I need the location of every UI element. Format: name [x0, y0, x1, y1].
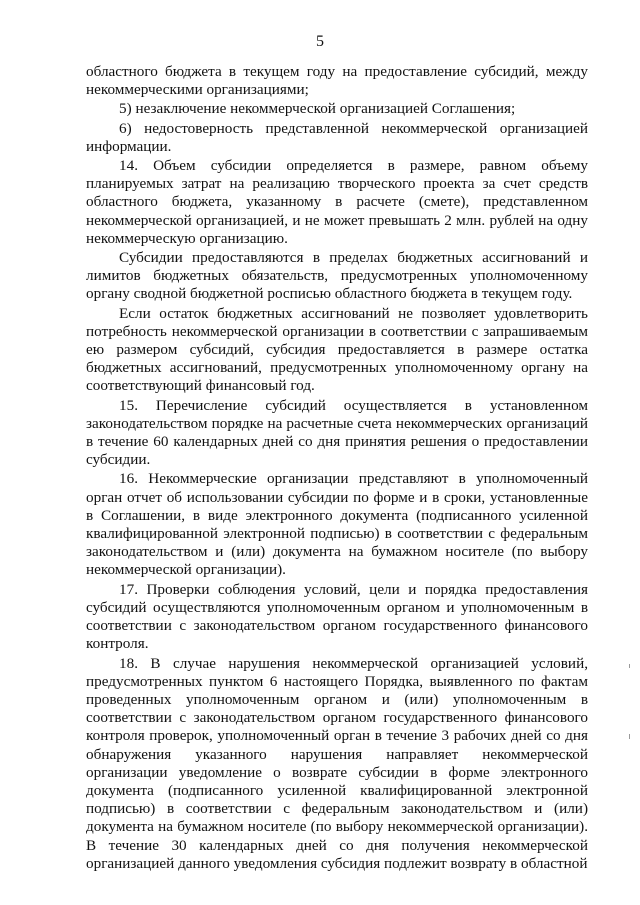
- paragraph-section-16: 16. Некоммерческие организации представляют в уполномоченный орган отчет об использовании субсидии по форме и в сроки, установленные в Соглашении, в виде электронного документа (подписанного усиленной квалифицированной электронной подписью) в соответствии с федеральным законодательством и (или) документа на бумажном носителе (по выбору некоммерческой организации).: [86, 470, 588, 579]
- paragraph-budget-continuation: областного бюджета в текущем году на предоставление субсидий, между некоммерческими организациями;: [86, 63, 588, 99]
- scan-artifact-mark: [629, 734, 630, 739]
- paragraph-item-5: 5) незаключение некоммерческой организацией Соглашения;: [119, 100, 516, 118]
- scan-artifact-mark: [629, 664, 630, 668]
- paragraph-section-17: 17. Проверки соблюдения условий, цели и порядка предоставления субсидий осуществляются уполномоченным органом и уполномоченным в соответствии с законодательством органом государственного финансового контроля.: [86, 580, 588, 653]
- paragraph-item-6: 6) недостоверность представленной некоммерческой организацией информации.: [86, 119, 588, 155]
- paragraph-section-14: 14. Объем субсидии определяется в размере, равном объему планируемых затрат на реализацию творческого проекта за счет средств областного бюджета, указанному в расчете (смете), представленном некоммерческой организацией, и не может превышать 2 млн. рублей на одну некоммерческую организацию.: [86, 157, 588, 247]
- paragraph-budget-remainder: Если остаток бюджетных ассигнований не позволяет удовлетворить потребность некоммерческой организации в соответствии с запрашиваемым ею размером субсидий, субсидия предоставляется в размере остатка бюджетных ассигнований, предусмотренных уполномоченному органу на соответствующий финансовый год.: [86, 304, 588, 395]
- paragraph-budget-limits: Субсидии предоставляются в пределах бюджетных ассигнований и лимитов бюджетных обязательств, предусмотренных уполномоченному органу сводной бюджетной росписью областного бюджета в текущем году.: [86, 249, 588, 303]
- paragraph-section-18: 18. В случае нарушения некоммерческой организацией условий, предусмотренных пунктом 6 настоящего Порядка, выявленного по фактам проведенных уполномоченным органом и (или) уполномоченным в соответствии с законодательством органом государственного финансового контроля проверок, уполномоченный орган в течение 3 рабочих дней со дня обнаружения указанного нарушения направляет некоммерческой организации уведомление о возврате субсидии в форме электронного документа (подписанного усиленной квалифицированной электронной подписью) в соответствии с федеральным законодательством и (или) документа на бумажном носителе (по выбору некоммерческой организации). В течение 30 календарных дней со дня получения некоммерческой организацией данного уведомления субсидия подлежит возврату в областной: [86, 654, 588, 872]
- paragraph-section-15: 15. Перечисление субсидий осуществляется в установленном законодательством порядке на расчетные счета некоммерческих организаций в течение 60 календарных дней со дня принятия решения о предоставлении субсидии.: [86, 396, 588, 469]
- document-body: [86, 63, 588, 874]
- page-number: 5: [316, 33, 324, 50]
